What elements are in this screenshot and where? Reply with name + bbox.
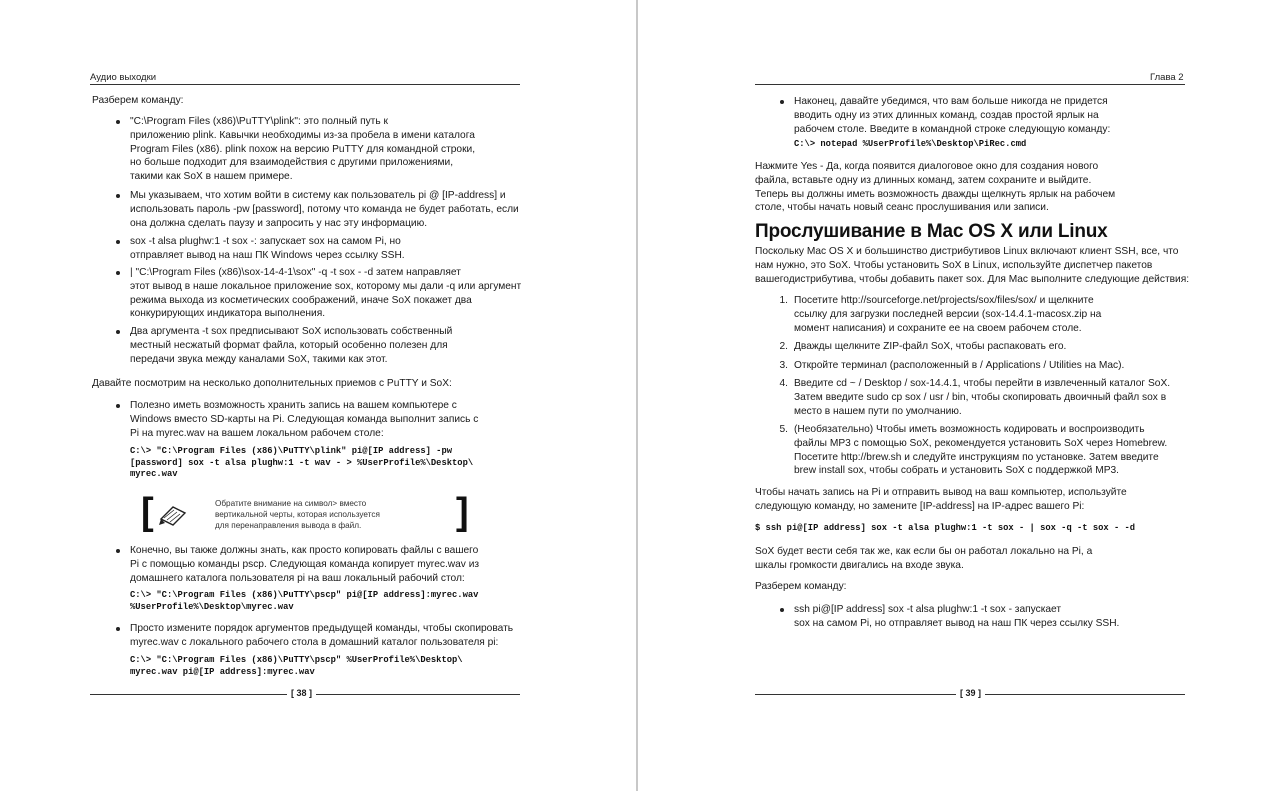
text-line: момент написания) и сохраните ее на своем рабочем столе.: [794, 322, 1082, 334]
text-line: Program Files (x86). plink похож на версию PuTTY для командной строки,: [130, 143, 476, 155]
text-line: Посетите http://brew.sh и следуйте инструкциям по установке. Затем введите: [794, 451, 1159, 463]
text-line: место в нашем пути по умолчанию.: [794, 405, 962, 417]
pen-note-icon: [158, 499, 188, 527]
bullet-marker: [116, 120, 120, 124]
bullet-marker: [116, 194, 120, 198]
text-line: ssh pi@[IP address] sox -t alsa plughw:1 -t sox - запускает: [794, 604, 1062, 615]
paragraph: Давайте посмотрим на несколько дополнительных приемов с PuTTY и SoX:: [92, 378, 452, 389]
text-line: Конечно, вы также должны знать, как просто копировать файлы с вашего: [130, 545, 479, 556]
text-line: режима выхода из косметических соображений, иначе SoX покажет два: [130, 294, 472, 306]
text-line: конкурирующих индикатора выполнения.: [130, 308, 326, 320]
text-line: файла, вставьте одну из длинных команд, затем сохраните и выйдите.: [755, 174, 1092, 186]
left-page: [0, 0, 636, 791]
intro-text: Разберем команду:: [755, 581, 847, 592]
header-rule: [90, 84, 520, 85]
text-line: Чтобы начать запись на Pi и отправить вывод на ваш компьютер, используйте: [755, 487, 1127, 498]
text-line: ссылку для загрузки последней версии (sox-14.4.1-macosx.zip на: [794, 308, 1102, 320]
text-line: отправляет вывод на наш ПК Windows через ссылку SSH.: [130, 249, 405, 261]
text-line: Мы указываем, что хотим войти в систему как пользователь pi @ [IP-address] и: [130, 190, 506, 201]
step-number: 1.: [779, 295, 788, 306]
text-line: домашнего каталога пользователя pi на ваш локальный рабочий стол:: [130, 572, 465, 584]
text-line: sox на самом Pi, но отправляет вывод на наш ПК через ссылку SSH.: [794, 617, 1120, 629]
text-line: Затем введите sudo cp sox / usr / bin, чтобы скопировать двоичный файл sox в: [794, 391, 1167, 403]
code-block: C:\> "C:\Program Files (x86)\PuTTY\pscp" pi@[IP address]:myrec.wav %UserProfile%\Desktop\myrec.wav: [130, 590, 479, 612]
running-header: Аудио выходки: [90, 72, 157, 83]
text-line: Посетите http://sourceforge.net/projects/sox/files/sox/ и щелкните: [794, 295, 1094, 306]
text-line: файлы MP3 с помощью SoX, рекомендуется установить SoX через Homebrew.: [794, 437, 1168, 449]
bullet-marker: [116, 271, 120, 275]
section-heading: Прослушивание в Mac OS X или Linux: [755, 221, 1108, 242]
page-number: [ 39 ]: [956, 688, 985, 698]
text-line: вашегодистрибутива, чтобы добавить пакет sox. Для Mac выполните следующие действия:: [755, 273, 1190, 285]
bullet-marker: [116, 404, 120, 408]
text-line: приложению plink. Кавычки необходимы из-за пробела в имени каталога: [130, 129, 475, 141]
text-line: следующую команду, но замените [IP-address] на IP-адрес вашего Pi:: [755, 500, 1085, 512]
note-bracket-right: ]: [456, 491, 469, 533]
note-bracket-left: [: [141, 491, 154, 533]
text-line: "C:\Program Files (x86)\PuTTY\plink": это полный путь к: [130, 116, 388, 127]
bullet-marker: [780, 100, 784, 104]
text-line: нам нужно, это SoX. Чтобы установить SoX в Linux, используйте диспетчер пакетов: [755, 259, 1153, 271]
text-line: myrec.wav с локального рабочего стола в домашний каталог пользователя pi:: [130, 636, 499, 648]
text-line: Введите cd ~ / Desktop / sox-14.4.1, чтобы перейти в извлеченный каталог SoX.: [794, 378, 1171, 389]
bullet-marker: [116, 330, 120, 334]
text-line: она должна сделать паузу и запросить у нас эту информацию.: [130, 217, 428, 229]
text-line: рабочем столе. Введите в командной строке следующую команду:: [794, 123, 1111, 135]
text-line: sox -t alsa plughw:1 -t sox -: запускает sox на самом Pi, но: [130, 236, 401, 247]
text-line: Нажмите Yes - Да, когда появится диалоговое окно для создания нового: [755, 161, 1099, 172]
step-number: 3.: [779, 360, 788, 371]
bullet-marker: [116, 240, 120, 244]
text-line: передачи звука между каналами SoX, такими как этот.: [130, 353, 388, 365]
text-line: Теперь вы должны иметь возможность дважды щелкнуть ярлык на рабочем: [755, 188, 1116, 200]
text-line: SoX будет вести себя так же, как если бы он работал локально на Pi, а: [755, 546, 1093, 557]
text-line: Просто измените порядок аргументов предыдущей команды, чтобы скопировать: [130, 623, 514, 634]
code-block: C:\> "C:\Program Files (x86)\PuTTY\plink" pi@[IP address] -pw [password] sox -t alsa plughw:1 -t wav - > %UserProfile%\Desktop\ myrec.wav: [130, 446, 474, 480]
right-page: [638, 0, 1280, 791]
note-line: для перенаправления вывода в файл.: [215, 521, 362, 530]
text-line: Windows вместо SD-карты на Pi. Следующая команда выполнит запись с: [130, 413, 479, 425]
step-number: 5.: [779, 424, 788, 435]
text-line: brew install sox, чтобы собрать и установить SoX с поддержкой MP3.: [794, 465, 1119, 477]
code-block: $ ssh pi@[IP address] sox -t alsa plughw:1 -t sox - | sox -q -t sox - -d: [755, 523, 1136, 533]
text-line: шкалы громкости двигались на входе звука.: [755, 559, 964, 571]
text-line: Поскольку Mac OS X и большинство дистрибутивов Linux включают клиент SSH, все, что: [755, 246, 1179, 257]
step-number: 4.: [779, 378, 788, 389]
note-text: [215, 498, 380, 531]
text-line: Два аргумента -t sox предписывают SoX использовать собственный: [130, 326, 453, 337]
code-block: C:\> notepad %UserProfile%\Desktop\PiRec.cmd: [794, 139, 1027, 149]
running-header: Глава 2: [1150, 72, 1184, 83]
text-line: вводить одну из этих длинных команд, создав простой ярлык на: [794, 109, 1099, 121]
intro-text: Разберем команду:: [92, 95, 184, 106]
text-line: Наконец, давайте убедимся, что вам больше никогда не придется: [794, 96, 1108, 107]
note-line: Обратите внимание на символ> вместо: [215, 499, 367, 508]
text-line: но больше подходит для взаимодействия с другими приложениями,: [130, 157, 454, 169]
text-line: такими как SoX в нашем примере.: [130, 171, 293, 183]
bullet-marker: [116, 549, 120, 553]
text-line: Pi с помощью команды pscp. Следующая команда копирует myrec.wav из: [130, 558, 480, 570]
code-block: C:\> "C:\Program Files (x86)\PuTTY\pscp" %UserProfile%\Desktop\ myrec.wav pi@[IP address]:myrec.wav: [130, 655, 463, 677]
text-line: местный несжатый формат файла, который особенно полезен для: [130, 339, 448, 351]
text-line: (Необязательно) Чтобы иметь возможность кодировать и воспроизводить: [794, 424, 1145, 435]
bullet-marker: [116, 627, 120, 631]
text-line: столе, чтобы начать новый сеанс прослушивания или записи.: [755, 202, 1049, 214]
bullet-marker: [780, 608, 784, 612]
header-rule: [755, 84, 1185, 85]
note-line: вертикальной черты, которая используется: [215, 510, 380, 519]
text-line: этот вывод в наше локальное приложение sox, которому мы дали -q или аргумент: [130, 280, 522, 292]
text-line: использовать пароль -pw [password], потому что команда не будет работать, если: [130, 203, 519, 215]
text-line: Полезно иметь возможность хранить запись на вашем компьютере с: [130, 400, 457, 411]
text-line: | "C:\Program Files (x86)\sox-14-4-1\sox" -q -t sox - -d затем направляет: [130, 267, 461, 278]
page-number: [ 38 ]: [287, 688, 316, 698]
text-line: Откройте терминал (расположенный в / Applications / Utilities на Mac).: [794, 360, 1125, 371]
text-line: Pi на myrec.wav на вашем локальном рабочем столе:: [130, 427, 384, 439]
step-number: 2.: [779, 341, 788, 352]
text-line: Дважды щелкните ZIP-файл SoX, чтобы распаковать его.: [794, 341, 1067, 352]
